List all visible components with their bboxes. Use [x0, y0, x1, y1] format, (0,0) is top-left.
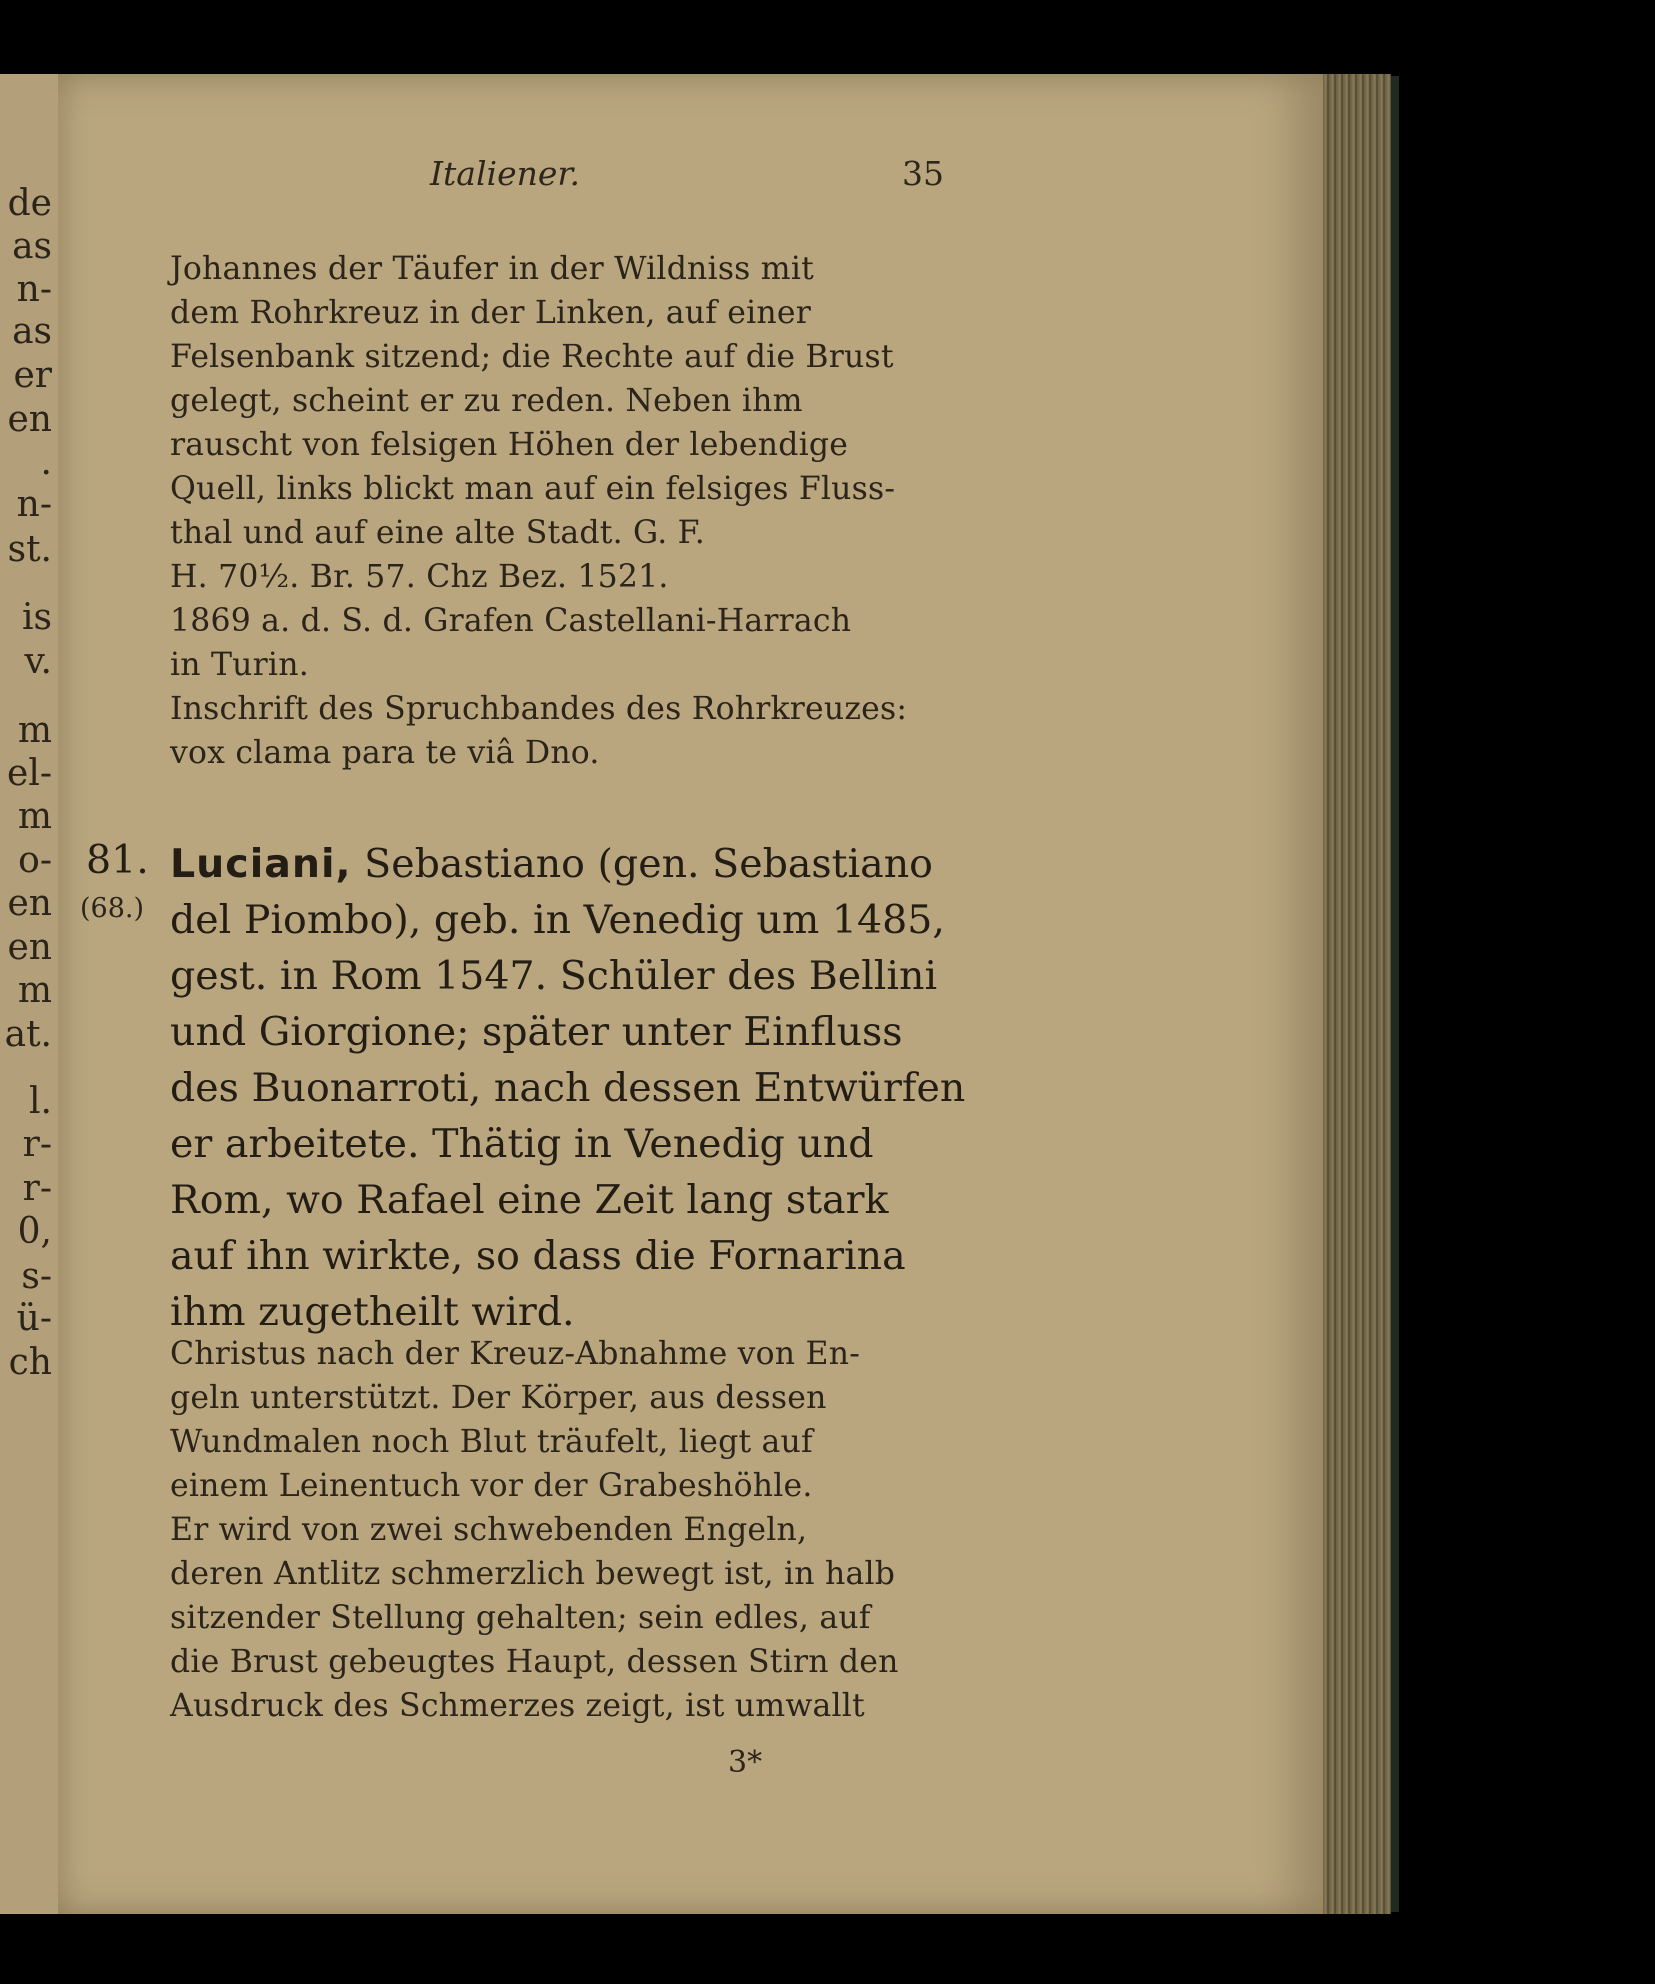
previous-page-fragment: 0,	[17, 1211, 52, 1252]
previous-page-fragment: o-	[18, 840, 52, 881]
previous-page-fragment: v.	[24, 641, 52, 682]
previous-page-fragment: er	[13, 355, 52, 396]
previous-page-fragment: m	[17, 796, 52, 837]
page-number: 35	[902, 154, 944, 193]
previous-page-fragment: en	[7, 883, 52, 924]
previous-page-fragment: s-	[21, 1256, 52, 1297]
text-line: 1869 a. d. S. d. Grafen Castellani-Harrach	[170, 603, 852, 639]
previous-page-fragment: m	[17, 710, 52, 751]
page-edges	[1323, 74, 1391, 1914]
entry-number: 81.	[86, 837, 149, 883]
previous-page-fragment: n-	[16, 269, 52, 310]
book-cover-edge	[1391, 76, 1399, 1912]
text-line: auf ihn wirkte, so dass die Fornarina	[170, 1233, 906, 1279]
text-line: die Brust gebeugtes Haupt, dessen Stirn den	[170, 1644, 899, 1680]
artist-name: Luciani,	[170, 841, 352, 887]
previous-page-fragment: .	[40, 442, 52, 483]
text-line: Quell, links blickt man auf ein felsiges Fluss-	[170, 471, 896, 507]
entry-first-line-rest: Sebastiano (gen. Sebastiano	[364, 841, 933, 887]
text-line: des Buonarroti, nach dessen Entwürfen	[170, 1065, 966, 1111]
artist-entry	[170, 836, 966, 1340]
entry-old-number: (68.)	[80, 893, 145, 924]
text-line: vox clama para te viâ Dno.	[170, 735, 600, 771]
text-line: ihm zugetheilt wird.	[170, 1289, 575, 1335]
text-line: Rom, wo Rafael eine Zeit lang stark	[170, 1177, 889, 1223]
running-head-title: Italiener.	[430, 154, 581, 193]
text-line: er arbeitete. Thätig in Venedig und	[170, 1121, 874, 1167]
previous-page-fragment: as	[12, 226, 52, 267]
text-line: gest. in Rom 1547. Schüler des Bellini	[170, 953, 938, 999]
text-line: Johannes der Täufer in der Wildniss mit	[170, 251, 814, 287]
text-line: und Giorgione; später unter Einfluss	[170, 1009, 903, 1055]
text-line: Er wird von zwei schwebenden Engeln,	[170, 1512, 808, 1548]
text-line: rauscht von felsigen Höhen der lebendige	[170, 427, 849, 463]
text-line: Christus nach der Kreuz-Abnahme von En-	[170, 1336, 861, 1372]
previous-page-edge	[0, 74, 60, 1914]
text-line: in Turin.	[170, 647, 309, 683]
text-line: del Piombo), geb. in Venedig um 1485,	[170, 897, 945, 943]
text-line: Felsenbank sitzend; die Rechte auf die Brust	[170, 339, 894, 375]
previous-page-fragment: st.	[7, 529, 52, 570]
previous-page-fragment: ch	[8, 1342, 52, 1383]
previous-page-fragment: ü-	[16, 1298, 52, 1339]
text-line: deren Antlitz schmerzlich bewegt ist, in halb	[170, 1556, 896, 1592]
previous-page-fragment: en	[7, 927, 52, 968]
text-line: Wundmalen noch Blut träufelt, liegt auf	[170, 1424, 813, 1460]
text-line: gelegt, scheint er zu reden. Neben ihm	[170, 383, 803, 419]
text-line: H. 70½. Br. 57. Chz Bez. 1521.	[170, 559, 669, 595]
previous-page-fragment: as	[12, 311, 52, 352]
description-block-1	[170, 247, 930, 775]
signature-mark: 3*	[728, 1745, 763, 1780]
previous-page-fragment: r-	[22, 1168, 52, 1209]
previous-page-fragment: en	[7, 399, 52, 440]
entry-first-line	[170, 836, 933, 892]
text-line: Inschrift des Spruchbandes des Rohrkreuzes:	[170, 691, 908, 727]
previous-page-fragment: is	[22, 597, 52, 638]
previous-page-fragment: at.	[4, 1014, 52, 1055]
text-line: Ausdruck des Schmerzes zeigt, ist umwallt	[170, 1688, 865, 1724]
text-line: sitzender Stellung gehalten; sein edles, auf	[170, 1600, 871, 1636]
previous-page-fragment: m	[17, 970, 52, 1011]
text-line: dem Rohrkreuz in der Linken, auf einer	[170, 295, 812, 331]
previous-page-fragment: r-	[22, 1124, 52, 1165]
previous-page-fragment: l.	[29, 1081, 52, 1122]
previous-page-fragment: de	[7, 183, 52, 224]
description-block-2	[170, 1332, 930, 1728]
previous-page-fragment: el-	[7, 753, 52, 794]
text-line: geln unterstützt. Der Körper, aus dessen	[170, 1380, 827, 1416]
previous-page-fragment: n-	[16, 484, 52, 525]
text-line: thal und auf eine alte Stadt. G. F.	[170, 515, 706, 551]
text-line: einem Leinentuch vor der Grabeshöhle.	[170, 1468, 813, 1504]
